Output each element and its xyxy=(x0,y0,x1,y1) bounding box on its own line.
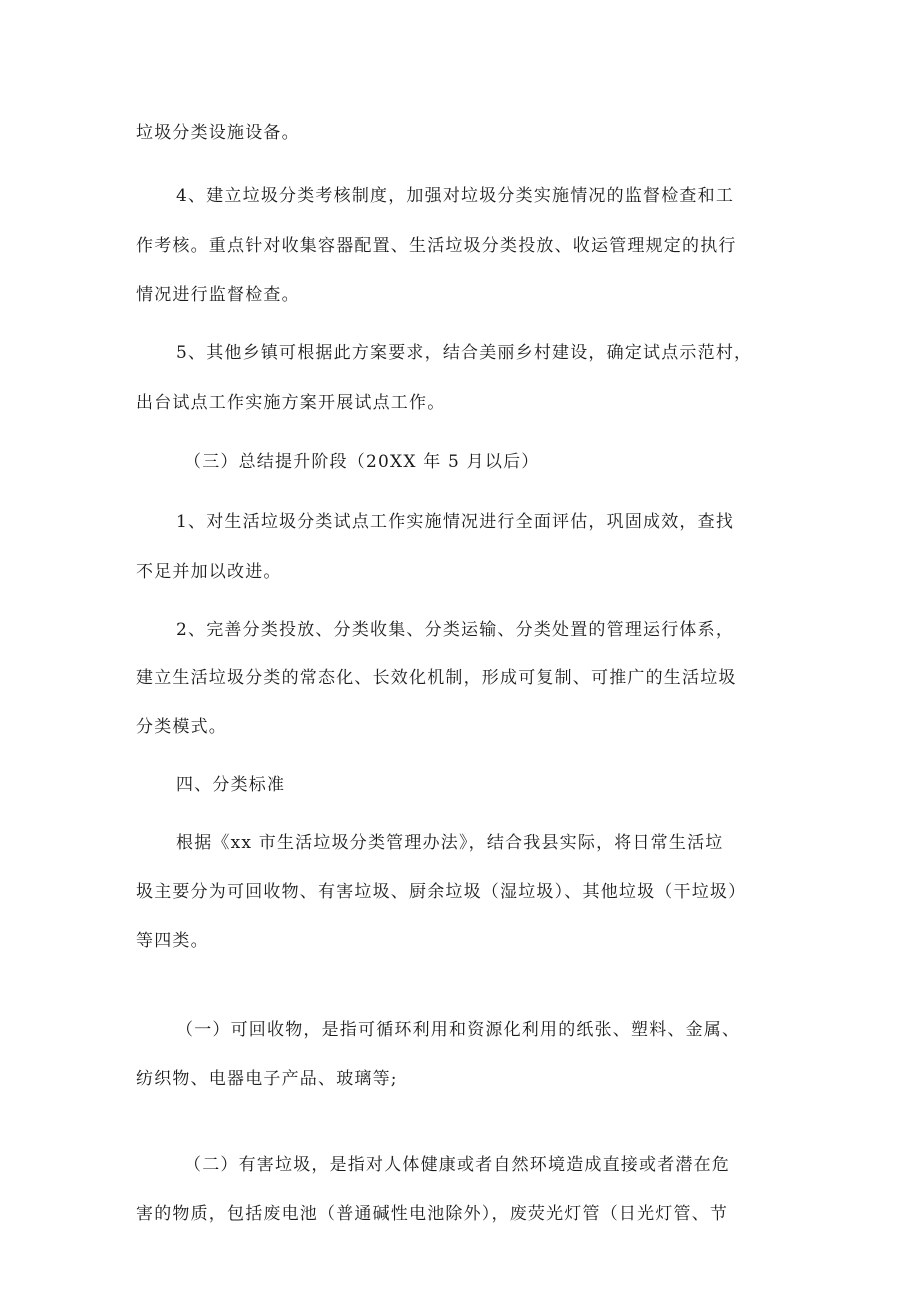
text-line: 作考核。重点针对收集容器配置、生活垃圾分类投放、收运管理规定的执行 xyxy=(136,236,737,256)
text-line: （二）有害垃圾，是指对人体健康或者自然环境造成直接或者潜在危 xyxy=(184,1155,730,1175)
text-line: 不足并加以改进。 xyxy=(136,562,282,582)
text-line: 分类模式。 xyxy=(136,717,227,737)
text-line: 纺织物、电器电子产品、玻璃等; xyxy=(136,1069,398,1089)
text-line: 情况进行监督检查。 xyxy=(136,285,300,305)
section-heading: 四、分类标准 xyxy=(176,775,286,795)
text-line: 4、建立垃圾分类考核制度，加强对垃圾分类实施情况的监督检查和工 xyxy=(176,186,735,206)
text-line: 垃圾分类设施设备。 xyxy=(136,123,300,143)
section-heading: （三）总结提升阶段（20XX 年 5 月以后） xyxy=(184,452,540,472)
text-line: （一）可回收物，是指可循环利用和资源化利用的纸张、塑料、金属、 xyxy=(176,1020,741,1040)
text-line: 根据《xx 市生活垃圾分类管理办法》，结合我县实际，将日常生活垃 xyxy=(176,833,724,853)
text-line: 5、其他乡镇可根据此方案要求，结合美丽乡村建设，确定试点示范村， xyxy=(176,343,753,363)
text-line: 1、对生活垃圾分类试点工作实施情况进行全面评估，巩固成效，查找 xyxy=(176,512,735,532)
text-line: 出台试点工作实施方案开展试点工作。 xyxy=(136,393,446,413)
text-line: 等四类。 xyxy=(136,931,209,951)
text-line: 圾主要分为可回收物、有害垃圾、厨余垃圾（湿垃圾）、其他垃圾（干垃圾） xyxy=(136,882,747,902)
text-line: 害的物质，包括废电池（普通碱性电池除外），废荧光灯管（日光灯管、节 xyxy=(136,1204,729,1224)
text-line: 2、完善分类投放、分类收集、分类运输、分类处置的管理运行体系， xyxy=(176,620,735,640)
text-line: 建立生活垃圾分类的常态化、长效化机制，形成可复制、可推广的生活垃圾 xyxy=(136,668,737,688)
